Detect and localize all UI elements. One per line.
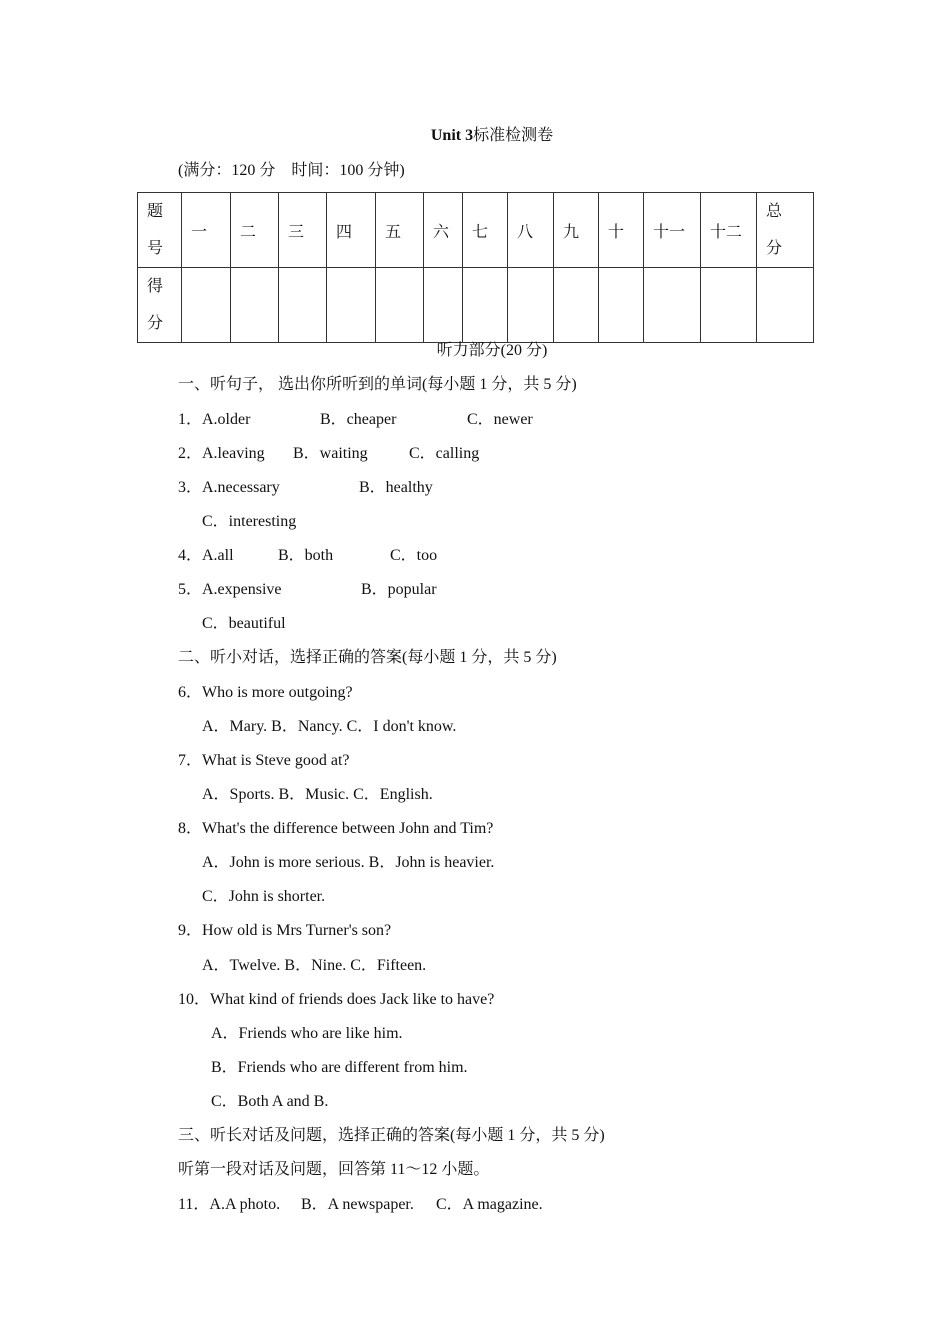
part3-heading: 三、听长对话及问题，选择正确的答案(每小题 1 分，共 5 分): [178, 1127, 605, 1144]
part3-intro: 听第一段对话及问题，回答第 11～12 小题。: [178, 1161, 490, 1178]
column-header: 十: [599, 193, 644, 268]
q6-options: A．Mary. B．Nancy. C．I don't know.: [202, 718, 457, 735]
q2-option-a: 2．A.leaving: [178, 445, 265, 462]
column-header: 二: [231, 193, 279, 268]
q4-option-b: B．both: [278, 547, 334, 564]
score-table-header-row: [138, 193, 814, 268]
q10-option-b: B．Friends who are different from him.: [211, 1059, 468, 1076]
column-header: 九: [554, 193, 599, 268]
score-cell[interactable]: [327, 268, 376, 343]
title-unit: Unit 3: [430, 127, 474, 144]
q4-option-c: C．too: [390, 547, 438, 564]
column-header: 一: [182, 193, 231, 268]
q2-option-b: B．waiting: [293, 445, 368, 462]
q7-options: A．Sports. B．Music. C．English.: [202, 786, 433, 803]
q8-stem: 8．What's the difference between John and Tim?: [178, 820, 494, 837]
column-header: 五: [376, 193, 424, 268]
score-cell[interactable]: [554, 268, 599, 343]
q3-option-c: C．interesting: [202, 513, 297, 530]
column-header: 十二: [701, 193, 757, 268]
title-text: 标准检测卷: [473, 127, 554, 144]
score-cell[interactable]: [424, 268, 463, 343]
exam-meta: (满分：120 分 时间：100 分钟): [178, 162, 405, 179]
column-header: 七: [463, 193, 508, 268]
q9-options: A．Twelve. B．Nine. C．Fifteen.: [202, 957, 427, 974]
score-table-score-row: [138, 268, 814, 343]
q6-stem: 6．Who is more outgoing?: [178, 684, 353, 701]
question-number-label: 题 号: [138, 193, 182, 268]
column-header: 三: [279, 193, 327, 268]
q1-option-c: C．newer: [467, 411, 533, 428]
score-table: [137, 192, 814, 343]
score-cell[interactable]: [376, 268, 424, 343]
q11-option-b: B．A newspaper.: [301, 1196, 414, 1213]
q9-stem: 9．How old is Mrs Turner's son?: [178, 922, 392, 939]
score-cell[interactable]: [644, 268, 701, 343]
score-cell[interactable]: [279, 268, 327, 343]
q4-option-a: 4．A.all: [178, 547, 234, 564]
q3-option-a: 3．A.necessary: [178, 479, 280, 496]
q10-stem: 10．What kind of friends does Jack like to have?: [178, 991, 495, 1008]
q8-options: A．John is more serious. B．John is heavier.: [202, 854, 495, 871]
column-header: 六: [424, 193, 463, 268]
q7-stem: 7．What is Steve good at?: [178, 752, 350, 769]
q10-option-c: C．Both A and B.: [211, 1093, 329, 1110]
q11-option-a: 11．A.A photo.: [178, 1196, 281, 1213]
score-cell[interactable]: [182, 268, 231, 343]
q5-option-b: B．popular: [361, 581, 437, 598]
q1-option-b: B．cheaper: [320, 411, 397, 428]
column-header: 十一: [644, 193, 701, 268]
q8-option-c: C．John is shorter.: [202, 888, 326, 905]
score-cell[interactable]: [757, 268, 814, 343]
total-score-label: 总 分: [757, 193, 814, 268]
q3-option-b: B．healthy: [359, 479, 433, 496]
listening-heading: 听力部分(20 分): [436, 342, 548, 359]
column-header: 四: [327, 193, 376, 268]
q5-option-a: 5．A.expensive: [178, 581, 282, 598]
q10-option-a: A．Friends who are like him.: [211, 1025, 403, 1042]
score-cell[interactable]: [508, 268, 554, 343]
part1-heading: 一、听句子， 选出你所听到的单词(每小题 1 分，共 5 分): [178, 376, 577, 393]
score-cell[interactable]: [599, 268, 644, 343]
score-cell[interactable]: [231, 268, 279, 343]
score-cell[interactable]: [463, 268, 508, 343]
score-cell[interactable]: [701, 268, 757, 343]
q11-option-c: C．A magazine.: [436, 1196, 543, 1213]
q1-option-a: 1．A.older: [178, 411, 251, 428]
q2-option-c: C．calling: [409, 445, 480, 462]
score-label: 得 分: [138, 268, 182, 343]
page-title: [0, 126, 950, 146]
q5-option-c: C．beautiful: [202, 615, 286, 632]
column-header: 八: [508, 193, 554, 268]
part2-heading: 二、听小对话，选择正确的答案(每小题 1 分，共 5 分): [178, 649, 557, 666]
